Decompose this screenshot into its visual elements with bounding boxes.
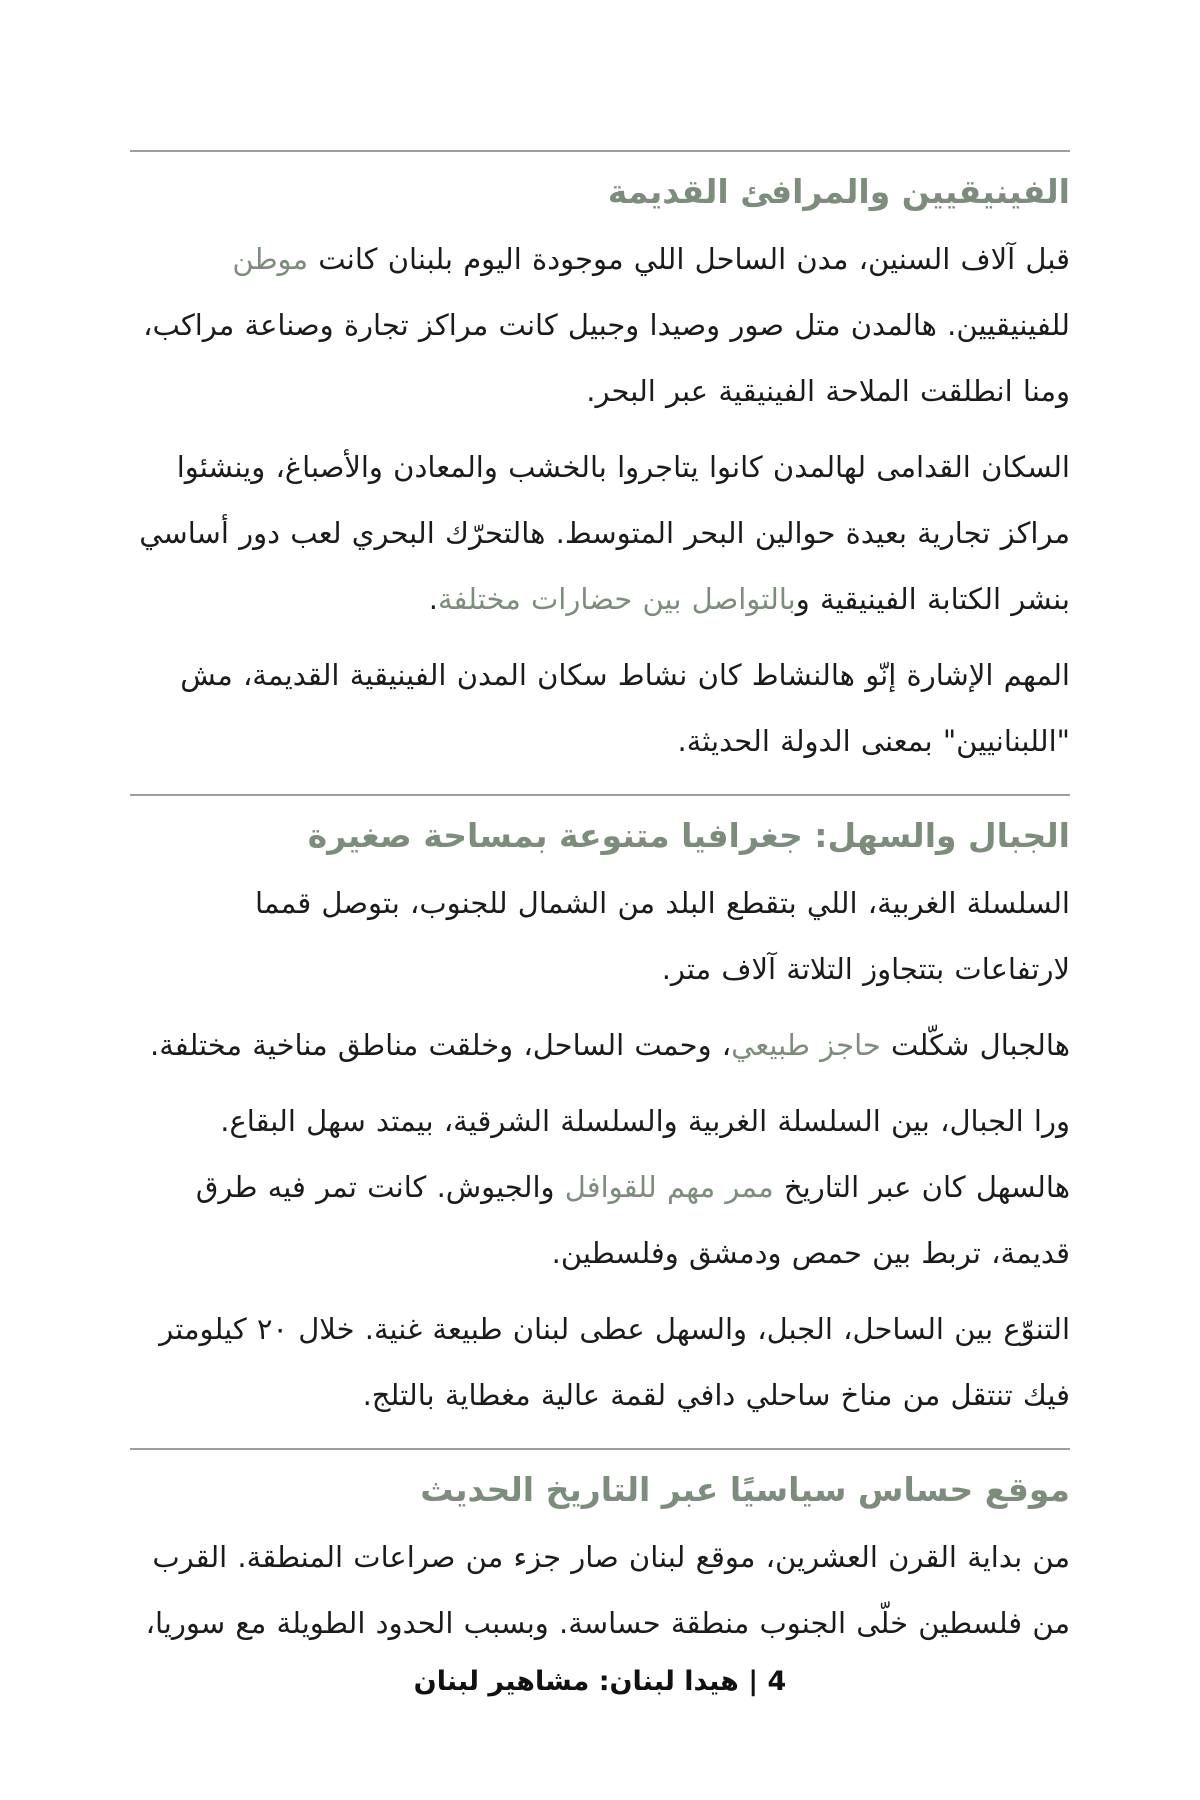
text-segment: من بداية القرن العشرين، موقع لبنان صار جزء من صراعات المنطقة. القرب من فلسطين خلّى الجنوب منطقة حساسة. وبسبب الحدود الطويلة مع سوريا، bbox=[145, 1540, 1070, 1640]
accent-phrase: حاجز طبيعي bbox=[731, 1028, 881, 1062]
section-heading: الفينيقيين والمرافئ القديمة bbox=[607, 172, 1070, 211]
section-heading: الجبال والسهل: جغرافيا متنوعة بمساحة صغيرة bbox=[307, 816, 1070, 855]
text-segment: للفينيقيين. هالمدن متل صور وصيدا وجبيل كانت مراكز تجارة وصناعة مراكب، ومنا انطلقت الملاحة الفينيقية عبر البحر. bbox=[143, 308, 1070, 408]
section-divider bbox=[130, 150, 1070, 152]
text-segment: ، وحمت الساحل، وخلقت مناطق مناخية مختلفة. bbox=[150, 1028, 732, 1062]
text-segment: السلسلة الغربية، اللي بتقطع البلد من الشمال للجنوب، بتوصل قمما لارتفاعات بتتجاوز التلاتة آلاف متر. bbox=[254, 886, 1070, 986]
text-segment: هالجبال شكّلت bbox=[880, 1028, 1070, 1062]
text-segment: التنوّع بين الساحل، الجبل، والسهل عطى لبنان طبيعة غنية. خلال ٢٠ كيلومتر فيك تنتقل من مناخ ساحلي دافي لقمة عالية مغطاية بالتلج. bbox=[159, 1312, 1070, 1412]
text-segment: السكان القدامى لهالمدن كانوا يتاجروا بالخشب والمعادن والأصباغ، وينشئوا مراكز تجارية بعيدة حوالين البحر المتوسط. هالتحرّك البحري لعب دور أساسي بنشر الكتابة الفينيقية و bbox=[139, 450, 1070, 616]
paragraph bbox=[130, 1012, 1070, 1078]
accent-phrase: موطن bbox=[232, 242, 309, 276]
text-segment: والجيوش. كانت تمر فيه طرق قديمة، تربط بين حمص ودمشق وفلسطين. bbox=[195, 1170, 1070, 1270]
paragraph bbox=[130, 1088, 1070, 1286]
paragraph bbox=[130, 226, 1070, 424]
paragraph bbox=[130, 870, 1070, 1002]
page-footer: 4 | هيدا لبنان: مشاهير لبنان bbox=[413, 1666, 787, 1697]
paragraph bbox=[130, 434, 1070, 632]
paragraph bbox=[130, 1296, 1070, 1428]
accent-phrase: بالتواصل بين حضارات مختلفة bbox=[437, 582, 796, 616]
text-segment: . bbox=[428, 582, 438, 616]
text-segment: المهم الإشارة إنّو هالنشاط كان نشاط سكان المدن الفينيقية القديمة، مش "اللبنانيين" بمعنى الدولة الحديثة. bbox=[180, 658, 1070, 758]
paragraph bbox=[130, 642, 1070, 774]
text-segment: ورا الجبال، بين السلسلة الغربية والسلسلة الشرقية، بيمتد سهل البقاع. هالسهل كان عبر التاريخ bbox=[220, 1104, 1070, 1204]
accent-phrase: ممر مهم للقوافل bbox=[564, 1170, 774, 1204]
text-segment: قبل آلاف السنين، مدن الساحل اللي موجودة اليوم بلبنان كانت bbox=[308, 242, 1070, 276]
content bbox=[130, 150, 1070, 1666]
paragraph bbox=[130, 1524, 1070, 1656]
section-divider bbox=[130, 794, 1070, 796]
section-heading: موقع حساس سياسيًا عبر التاريخ الحديث bbox=[420, 1470, 1070, 1509]
section-divider bbox=[130, 1448, 1070, 1450]
